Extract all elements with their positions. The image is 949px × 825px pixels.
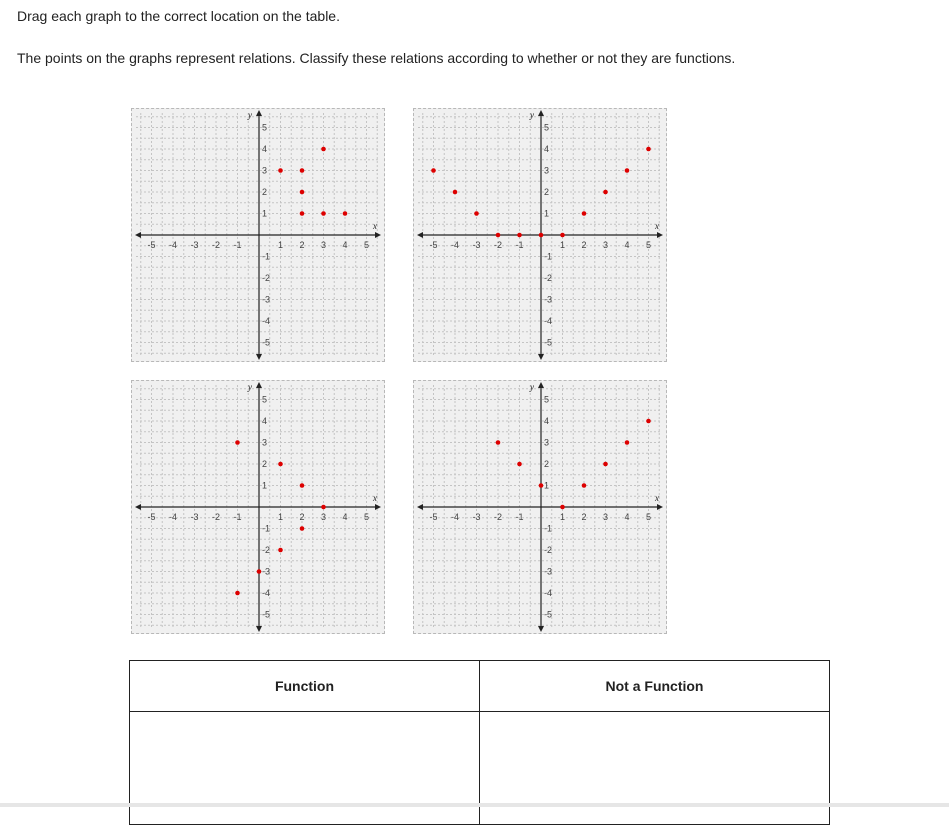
y-tick-label: -4 — [262, 316, 271, 326]
data-point — [278, 168, 283, 173]
graph-card-3[interactable] — [131, 380, 385, 634]
y-tick-label: 3 — [544, 165, 550, 176]
y-axis-label: y — [248, 381, 252, 392]
data-point — [625, 440, 630, 445]
y-tick-label: -1 — [262, 523, 271, 534]
y-tick-label: 1 — [544, 208, 550, 219]
data-point — [474, 211, 479, 216]
data-point — [603, 462, 608, 467]
data-point — [300, 211, 305, 216]
x-tick-label: 3 — [602, 240, 609, 250]
x-tick-label: 2 — [581, 512, 587, 522]
data-point — [625, 168, 630, 173]
y-tick-label: 4 — [544, 144, 550, 154]
y-tick-label: -1 — [544, 523, 553, 534]
y-tick-label: 5 — [262, 394, 268, 405]
y-tick-label: -4 — [544, 316, 553, 326]
x-axis-label: x — [654, 221, 659, 231]
graph-plot — [132, 109, 384, 361]
x-tick-label: -2 — [211, 240, 221, 250]
x-tick-label: 4 — [624, 240, 630, 250]
graph-card-1[interactable] — [131, 108, 385, 362]
y-tick-label: 5 — [544, 394, 550, 405]
header-function: Function — [130, 661, 480, 712]
graph-card-2[interactable] — [413, 108, 667, 362]
data-point — [321, 211, 326, 216]
x-axis-arrow-left — [135, 504, 141, 510]
data-point — [257, 569, 262, 574]
data-point — [321, 147, 326, 152]
y-tick-label: 5 — [262, 122, 268, 133]
y-tick-label: -5 — [544, 337, 553, 348]
x-tick-label: 1 — [559, 240, 566, 250]
x-tick-label: -3 — [190, 240, 199, 250]
x-tick-label: -4 — [450, 512, 460, 522]
x-tick-label: -3 — [472, 240, 481, 250]
x-tick-label: 2 — [581, 240, 587, 250]
y-axis-arrow-up — [256, 382, 262, 388]
x-tick-label: 5 — [645, 512, 652, 522]
x-tick-label: 3 — [320, 240, 327, 250]
y-tick-label: 2 — [544, 187, 550, 197]
x-axis-arrow-right — [375, 232, 381, 238]
x-tick-label: -2 — [493, 512, 503, 522]
data-point — [603, 190, 608, 195]
y-tick-label: -2 — [544, 545, 553, 555]
y-tick-label: -3 — [262, 566, 271, 577]
x-axis-arrow-left — [135, 232, 141, 238]
y-axis-label: y — [248, 109, 252, 120]
data-point — [300, 526, 305, 531]
graph-plot — [132, 381, 384, 633]
y-tick-label: 3 — [262, 165, 268, 176]
x-tick-label: -5 — [147, 240, 156, 250]
graph-plot — [414, 381, 666, 633]
x-tick-label: -1 — [515, 512, 524, 522]
x-tick-label: -5 — [429, 512, 438, 522]
y-tick-label: 1 — [544, 480, 550, 491]
graph-plot — [414, 109, 666, 361]
y-tick-label: 3 — [544, 437, 550, 448]
y-axis-label: y — [530, 109, 534, 120]
x-tick-label: -2 — [211, 512, 221, 522]
y-axis-arrow-up — [256, 110, 262, 116]
y-axis-arrow-up — [538, 382, 544, 388]
y-tick-label: -3 — [262, 294, 271, 305]
y-tick-label: 4 — [262, 416, 268, 426]
drop-zone-not-a-function[interactable] — [480, 712, 830, 825]
x-tick-label: 2 — [299, 240, 305, 250]
x-axis-arrow-right — [657, 504, 663, 510]
y-tick-label: 2 — [262, 187, 268, 197]
y-tick-label: 3 — [262, 437, 268, 448]
data-point — [560, 233, 565, 238]
y-axis-arrow-down — [538, 354, 544, 360]
y-axis-label: y — [530, 381, 534, 392]
x-tick-label: 4 — [342, 240, 348, 250]
x-tick-label: -2 — [493, 240, 503, 250]
y-tick-label: -5 — [262, 337, 271, 348]
y-tick-label: 2 — [262, 459, 268, 469]
x-tick-label: -5 — [147, 512, 156, 522]
x-tick-label: 3 — [602, 512, 609, 522]
instruction-classify: The points on the graphs represent relations. Classify these relations according to whether or not they are functions. — [17, 50, 736, 66]
page-bottom-divider — [0, 803, 949, 807]
data-point — [517, 233, 522, 238]
x-axis-arrow-left — [417, 504, 423, 510]
x-axis-arrow-right — [657, 232, 663, 238]
y-tick-label: -4 — [262, 588, 271, 598]
data-point — [278, 462, 283, 467]
y-tick-label: 1 — [262, 480, 268, 491]
y-tick-label: -2 — [262, 545, 271, 555]
y-axis-arrow-up — [538, 110, 544, 116]
data-point — [582, 483, 587, 488]
x-tick-label: 4 — [342, 512, 348, 522]
data-point — [646, 419, 651, 424]
x-tick-label: -1 — [233, 240, 242, 250]
data-point — [321, 505, 326, 510]
x-axis-label: x — [654, 493, 659, 503]
x-tick-label: 5 — [645, 240, 652, 250]
x-tick-label: -3 — [472, 512, 481, 522]
data-point — [300, 483, 305, 488]
y-tick-label: 4 — [262, 144, 268, 154]
y-tick-label: -2 — [544, 273, 553, 283]
x-tick-label: -3 — [190, 512, 199, 522]
data-point — [539, 483, 544, 488]
data-point — [300, 168, 305, 173]
y-tick-label: -1 — [544, 251, 553, 262]
x-axis-arrow-right — [375, 504, 381, 510]
y-tick-label: 1 — [262, 208, 268, 219]
x-tick-label: 1 — [277, 240, 284, 250]
header-not-a-function: Not a Function — [480, 661, 830, 712]
y-axis-arrow-down — [538, 626, 544, 632]
x-tick-label: -1 — [233, 512, 242, 522]
instruction-drag: Drag each graph to the correct location on the table. — [17, 8, 340, 24]
data-point — [431, 168, 436, 173]
classification-table — [129, 660, 830, 825]
data-point — [496, 233, 501, 238]
x-tick-label: 1 — [559, 512, 566, 522]
y-tick-label: -3 — [544, 294, 553, 305]
y-axis-arrow-down — [256, 626, 262, 632]
data-point — [560, 505, 565, 510]
data-point — [278, 548, 283, 553]
x-tick-label: -5 — [429, 240, 438, 250]
data-point — [582, 211, 587, 216]
data-point — [235, 591, 240, 596]
y-tick-label: -5 — [262, 609, 271, 620]
x-axis-label: x — [372, 221, 377, 231]
x-tick-label: -1 — [515, 240, 524, 250]
data-point — [343, 211, 348, 216]
drop-zone-function[interactable] — [130, 712, 480, 825]
data-point — [539, 233, 544, 238]
x-tick-label: 1 — [277, 512, 284, 522]
x-tick-label: 3 — [320, 512, 327, 522]
y-tick-label: -2 — [262, 273, 271, 283]
y-axis-arrow-down — [256, 354, 262, 360]
graph-card-4[interactable] — [413, 380, 667, 634]
x-tick-label: 5 — [363, 512, 370, 522]
x-tick-label: -4 — [450, 240, 460, 250]
x-axis-label: x — [372, 493, 377, 503]
data-point — [646, 147, 651, 152]
data-point — [300, 190, 305, 195]
x-tick-label: 4 — [624, 512, 630, 522]
y-tick-label: -1 — [262, 251, 271, 262]
y-tick-label: 5 — [544, 122, 550, 133]
y-tick-label: -5 — [544, 609, 553, 620]
y-tick-label: -4 — [544, 588, 553, 598]
x-tick-label: 5 — [363, 240, 370, 250]
x-tick-label: 2 — [299, 512, 305, 522]
data-point — [517, 462, 522, 467]
data-point — [496, 440, 501, 445]
y-tick-label: 2 — [544, 459, 550, 469]
x-tick-label: -4 — [168, 512, 178, 522]
x-tick-label: -4 — [168, 240, 178, 250]
data-point — [235, 440, 240, 445]
y-tick-label: -3 — [544, 566, 553, 577]
x-axis-arrow-left — [417, 232, 423, 238]
y-tick-label: 4 — [544, 416, 550, 426]
data-point — [453, 190, 458, 195]
